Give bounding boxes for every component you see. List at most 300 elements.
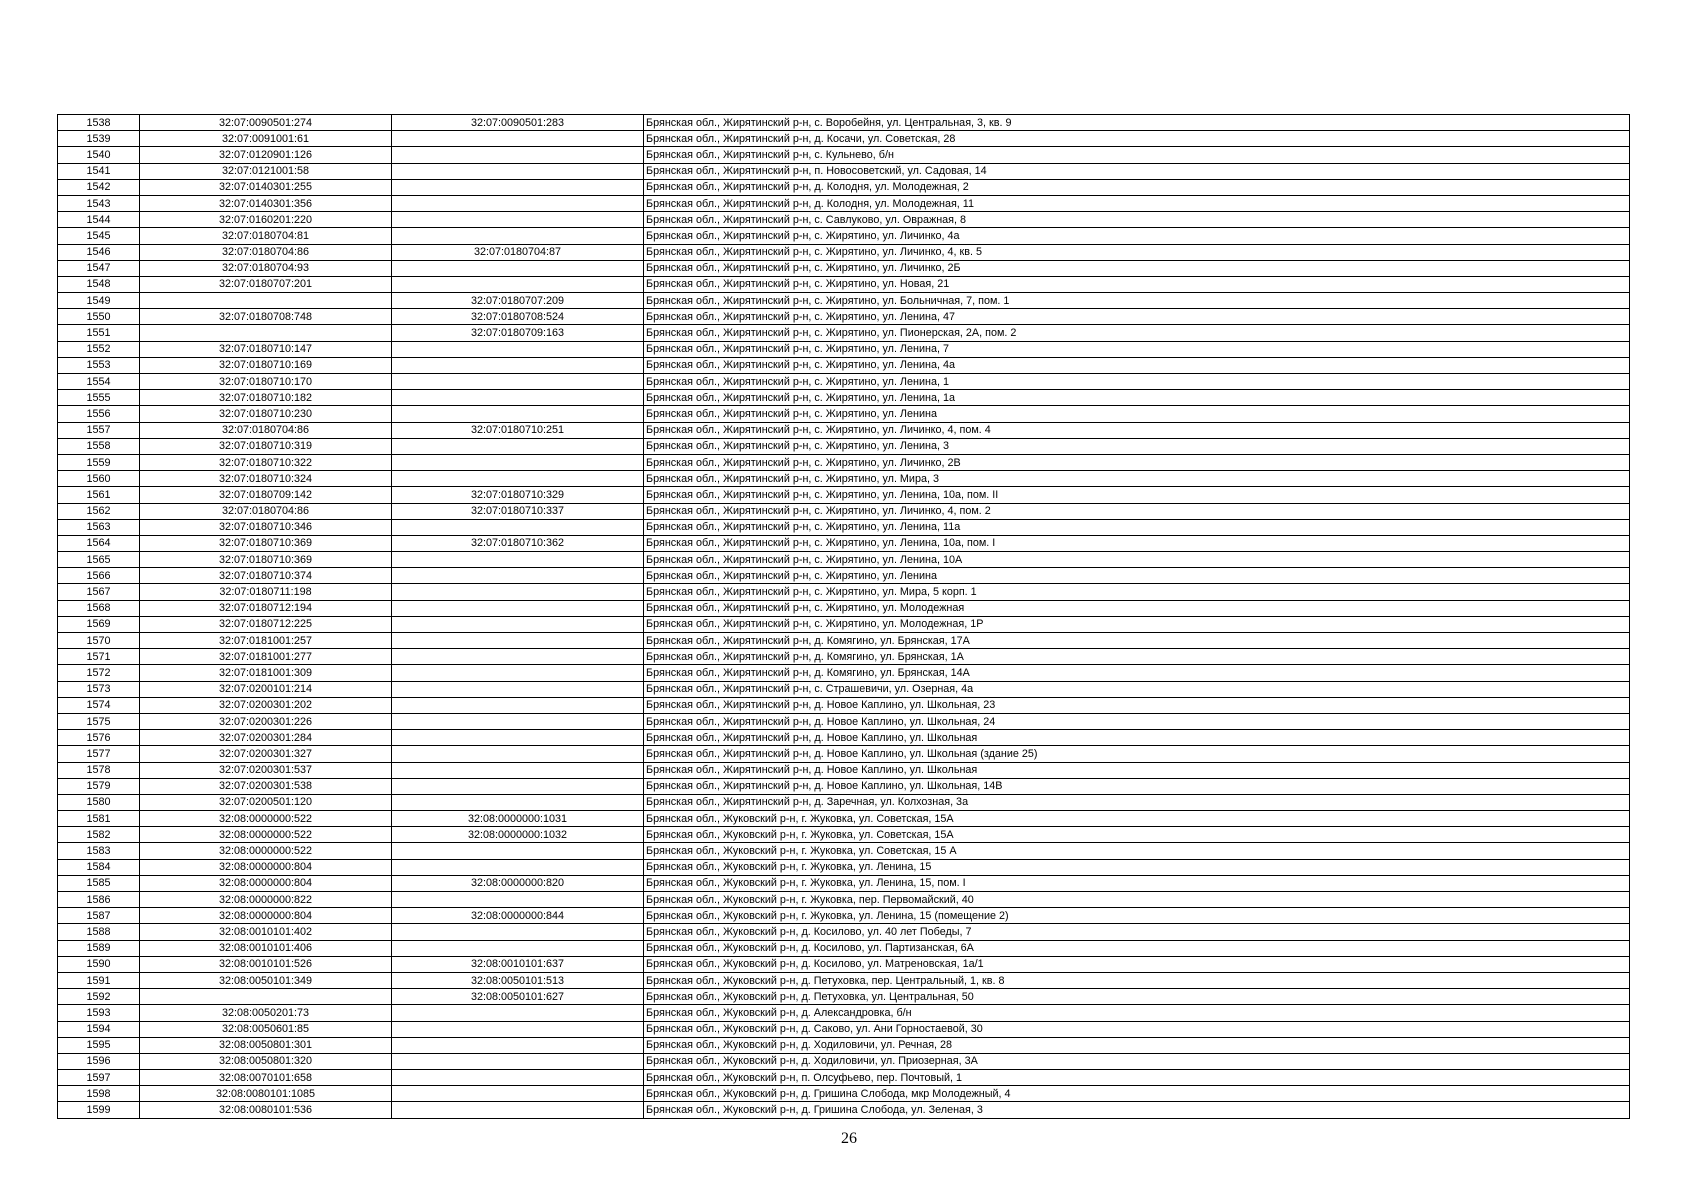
row-number-cell: 1544 xyxy=(58,212,140,228)
address-cell: Брянская обл., Жирятинский р-н, с. Жирятино, ул. Ленина, 4а xyxy=(644,357,1630,373)
cadastral-number-cell: 32:07:0120901:126 xyxy=(140,147,392,163)
table-row xyxy=(58,794,1630,810)
row-number-cell: 1553 xyxy=(58,357,140,373)
cadastral-number-cell: 32:07:0180710:369 xyxy=(140,535,392,551)
row-number-cell: 1575 xyxy=(58,713,140,729)
row-number-cell: 1558 xyxy=(58,438,140,454)
table-row xyxy=(58,454,1630,470)
cadastral-number-cell: 32:07:0180704:81 xyxy=(140,228,392,244)
related-cadastral-number-cell xyxy=(392,843,644,859)
table-row xyxy=(58,228,1630,244)
row-number-cell: 1573 xyxy=(58,681,140,697)
related-cadastral-number-cell: 32:08:0000000:1031 xyxy=(392,811,644,827)
row-number-cell: 1555 xyxy=(58,390,140,406)
related-cadastral-number-cell xyxy=(392,374,644,390)
table-row xyxy=(58,827,1630,843)
related-cadastral-number-cell xyxy=(392,1037,644,1053)
address-cell: Брянская обл., Жирятинский р-н, д. Комягино, ул. Брянская, 1А xyxy=(644,649,1630,665)
table-row xyxy=(58,519,1630,535)
cadastral-number-cell: 32:07:0200301:284 xyxy=(140,730,392,746)
related-cadastral-number-cell xyxy=(392,633,644,649)
row-number-cell: 1593 xyxy=(58,1005,140,1021)
related-cadastral-number-cell xyxy=(392,730,644,746)
table-row xyxy=(58,568,1630,584)
related-cadastral-number-cell xyxy=(392,471,644,487)
address-cell: Брянская обл., Жирятинский р-н, д. Комягино, ул. Брянская, 14А xyxy=(644,665,1630,681)
related-cadastral-number-cell xyxy=(392,454,644,470)
address-cell: Брянская обл., Жирятинский р-н, д. Новое Каплино, ул. Школьная xyxy=(644,762,1630,778)
related-cadastral-number-cell xyxy=(392,1021,644,1037)
cadastral-number-cell xyxy=(140,325,392,341)
table-row xyxy=(58,276,1630,292)
table-row xyxy=(58,195,1630,211)
cadastral-number-cell: 32:08:0010101:406 xyxy=(140,940,392,956)
address-cell: Брянская обл., Жирятинский р-н, д. Новое Каплино, ул. Школьная, 14В xyxy=(644,778,1630,794)
table-row xyxy=(58,811,1630,827)
address-cell: Брянская обл., Жирятинский р-н, с. Жирятино, ул. Ленина, 10а, пом. II xyxy=(644,487,1630,503)
address-cell: Брянская обл., Жирятинский р-н, с. Жирятино, ул. Ленина, 11а xyxy=(644,519,1630,535)
related-cadastral-number-cell: 32:08:0000000:820 xyxy=(392,875,644,891)
cadastral-number-cell: 32:07:0140301:255 xyxy=(140,179,392,195)
table-row xyxy=(58,633,1630,649)
address-cell: Брянская обл., Жирятинский р-н, с. Жирятино, ул. Ленина, 7 xyxy=(644,341,1630,357)
row-number-cell: 1547 xyxy=(58,260,140,276)
table-row xyxy=(58,1086,1630,1102)
row-number-cell: 1563 xyxy=(58,519,140,535)
table-row xyxy=(58,374,1630,390)
table-row xyxy=(58,584,1630,600)
table-row xyxy=(58,875,1630,891)
table-row xyxy=(58,843,1630,859)
address-cell: Брянская обл., Жуковский р-н, д. Гришина Слобода, ул. Зеленая, 3 xyxy=(644,1102,1630,1118)
related-cadastral-number-cell xyxy=(392,341,644,357)
related-cadastral-number-cell xyxy=(392,1053,644,1069)
related-cadastral-number-cell xyxy=(392,713,644,729)
table-row xyxy=(58,649,1630,665)
table-row xyxy=(58,908,1630,924)
address-cell: Брянская обл., Жуковский р-н, д. Ходиловичи, ул. Речная, 28 xyxy=(644,1037,1630,1053)
address-cell: Брянская обл., Жирятинский р-н, с. Жирятино, ул. Молодежная xyxy=(644,600,1630,616)
row-number-cell: 1552 xyxy=(58,341,140,357)
related-cadastral-number-cell xyxy=(392,892,644,908)
address-cell: Брянская обл., Жирятинский р-н, д. Косачи, ул. Советская, 28 xyxy=(644,131,1630,147)
related-cadastral-number-cell xyxy=(392,794,644,810)
row-number-cell: 1597 xyxy=(58,1070,140,1086)
row-number-cell: 1561 xyxy=(58,487,140,503)
table-row xyxy=(58,730,1630,746)
row-number-cell: 1545 xyxy=(58,228,140,244)
cadastral-number-cell: 32:07:0091001:61 xyxy=(140,131,392,147)
table-row xyxy=(58,956,1630,972)
cadastral-number-cell: 32:07:0140301:356 xyxy=(140,195,392,211)
cadastral-number-cell: 32:07:0181001:277 xyxy=(140,649,392,665)
address-cell: Брянская обл., Жирятинский р-н, с. Жирятино, ул. Мира, 5 корп. 1 xyxy=(644,584,1630,600)
related-cadastral-number-cell xyxy=(392,600,644,616)
cadastral-number-cell: 32:08:0000000:522 xyxy=(140,843,392,859)
row-number-cell: 1595 xyxy=(58,1037,140,1053)
related-cadastral-number-cell xyxy=(392,195,644,211)
row-number-cell: 1548 xyxy=(58,276,140,292)
related-cadastral-number-cell xyxy=(392,584,644,600)
row-number-cell: 1585 xyxy=(58,875,140,891)
row-number-cell: 1542 xyxy=(58,179,140,195)
row-number-cell: 1594 xyxy=(58,1021,140,1037)
row-number-cell: 1566 xyxy=(58,568,140,584)
cadastral-number-cell: 32:07:0180710:169 xyxy=(140,357,392,373)
address-cell: Брянская обл., Жирятинский р-н, с. Савлуково, ул. Овражная, 8 xyxy=(644,212,1630,228)
row-number-cell: 1582 xyxy=(58,827,140,843)
row-number-cell: 1599 xyxy=(58,1102,140,1118)
table-row xyxy=(58,697,1630,713)
cadastral-number-cell: 32:08:0000000:804 xyxy=(140,859,392,875)
table-row xyxy=(58,616,1630,632)
address-cell: Брянская обл., Жуковский р-н, д. Александровка, б/н xyxy=(644,1005,1630,1021)
table-row xyxy=(58,892,1630,908)
cadastral-number-cell: 32:08:0050801:320 xyxy=(140,1053,392,1069)
row-number-cell: 1578 xyxy=(58,762,140,778)
table-row xyxy=(58,325,1630,341)
address-cell: Брянская обл., Жирятинский р-н, д. Новое Каплино, ул. Школьная, 24 xyxy=(644,713,1630,729)
row-number-cell: 1587 xyxy=(58,908,140,924)
address-cell: Брянская обл., Жуковский р-н, г. Жуковка, ул. Советская, 15А xyxy=(644,827,1630,843)
cadastral-number-cell: 32:07:0180704:93 xyxy=(140,260,392,276)
page-number: 26 xyxy=(841,1130,857,1147)
row-number-cell: 1584 xyxy=(58,859,140,875)
related-cadastral-number-cell xyxy=(392,649,644,665)
related-cadastral-number-cell xyxy=(392,406,644,422)
related-cadastral-number-cell xyxy=(392,131,644,147)
cadastral-number-cell: 32:08:0080101:1085 xyxy=(140,1086,392,1102)
related-cadastral-number-cell xyxy=(392,940,644,956)
table-row xyxy=(58,665,1630,681)
row-number-cell: 1571 xyxy=(58,649,140,665)
cadastral-number-cell: 32:07:0200301:327 xyxy=(140,746,392,762)
cadastral-number-cell: 32:07:0180710:324 xyxy=(140,471,392,487)
address-cell: Брянская обл., Жуковский р-н, д. Гришина Слобода, мкр Молодежный, 4 xyxy=(644,1086,1630,1102)
related-cadastral-number-cell xyxy=(392,519,644,535)
row-number-cell: 1592 xyxy=(58,989,140,1005)
related-cadastral-number-cell: 32:08:0050101:513 xyxy=(392,972,644,988)
row-number-cell: 1557 xyxy=(58,422,140,438)
address-cell: Брянская обл., Жирятинский р-н, с. Жирятино, ул. Личинко, 4, пом. 4 xyxy=(644,422,1630,438)
address-cell: Брянская обл., Жирятинский р-н, с. Жирятино, ул. Ленина xyxy=(644,568,1630,584)
row-number-cell: 1570 xyxy=(58,633,140,649)
related-cadastral-number-cell xyxy=(392,665,644,681)
address-cell: Брянская обл., Жуковский р-н, г. Жуковка, ул. Ленина, 15 xyxy=(644,859,1630,875)
cadastral-number-cell: 32:07:0200301:202 xyxy=(140,697,392,713)
related-cadastral-number-cell: 32:07:0180710:329 xyxy=(392,487,644,503)
row-number-cell: 1560 xyxy=(58,471,140,487)
table-row xyxy=(58,1021,1630,1037)
address-cell: Брянская обл., Жирятинский р-н, с. Жирятино, ул. Личинко, 4, кв. 5 xyxy=(644,244,1630,260)
cadastral-number-cell: 32:07:0180708:748 xyxy=(140,309,392,325)
cadastral-number-cell: 32:08:0000000:804 xyxy=(140,908,392,924)
address-cell: Брянская обл., Жирятинский р-н, с. Жирятино, ул. Ленина, 1 xyxy=(644,374,1630,390)
address-cell: Брянская обл., Жирятинский р-н, с. Жирятино, ул. Молодежная, 1Р xyxy=(644,616,1630,632)
table-row xyxy=(58,179,1630,195)
related-cadastral-number-cell: 32:07:0090501:283 xyxy=(392,115,644,131)
table-row xyxy=(58,762,1630,778)
cadastral-number-cell: 32:07:0180709:142 xyxy=(140,487,392,503)
related-cadastral-number-cell xyxy=(392,1086,644,1102)
related-cadastral-number-cell xyxy=(392,859,644,875)
address-cell: Брянская обл., Жуковский р-н, г. Жуковка, пер. Первомайский, 40 xyxy=(644,892,1630,908)
row-number-cell: 1559 xyxy=(58,454,140,470)
row-number-cell: 1540 xyxy=(58,147,140,163)
related-cadastral-number-cell: 32:08:0000000:844 xyxy=(392,908,644,924)
table-row xyxy=(58,406,1630,422)
cadastral-number-cell: 32:07:0180712:225 xyxy=(140,616,392,632)
cadastral-number-cell: 32:08:0000000:522 xyxy=(140,827,392,843)
cadastral-number-cell xyxy=(140,293,392,309)
table-row xyxy=(58,552,1630,568)
table-row xyxy=(58,293,1630,309)
row-number-cell: 1565 xyxy=(58,552,140,568)
row-number-cell: 1541 xyxy=(58,163,140,179)
address-cell: Брянская обл., Жирятинский р-н, с. Жирятино, ул. Ленина xyxy=(644,406,1630,422)
address-cell: Брянская обл., Жирятинский р-н, д. Колодня, ул. Молодежная, 11 xyxy=(644,195,1630,211)
table-row xyxy=(58,260,1630,276)
table-row xyxy=(58,147,1630,163)
related-cadastral-number-cell xyxy=(392,778,644,794)
cadastral-number-cell: 32:07:0180704:86 xyxy=(140,244,392,260)
table-row xyxy=(58,357,1630,373)
address-cell: Брянская обл., Жирятинский р-н, д. Новое Каплино, ул. Школьная xyxy=(644,730,1630,746)
address-cell: Брянская обл., Жирятинский р-н, с. Жирятино, ул. Новая, 21 xyxy=(644,276,1630,292)
row-number-cell: 1564 xyxy=(58,535,140,551)
row-number-cell: 1538 xyxy=(58,115,140,131)
table-row xyxy=(58,778,1630,794)
cadastral-number-cell: 32:08:0000000:804 xyxy=(140,875,392,891)
related-cadastral-number-cell: 32:08:0050101:627 xyxy=(392,989,644,1005)
address-cell: Брянская обл., Жирятинский р-н, с. Жирятино, ул. Ленина, 10А xyxy=(644,552,1630,568)
cadastral-number-cell: 32:07:0200101:214 xyxy=(140,681,392,697)
table-row xyxy=(58,535,1630,551)
related-cadastral-number-cell xyxy=(392,276,644,292)
table-row xyxy=(58,115,1630,131)
registry-table xyxy=(57,114,1630,1119)
address-cell: Брянская обл., Жирятинский р-н, с. Жирятино, ул. Мира, 3 xyxy=(644,471,1630,487)
row-number-cell: 1579 xyxy=(58,778,140,794)
cadastral-number-cell xyxy=(140,989,392,1005)
row-number-cell: 1596 xyxy=(58,1053,140,1069)
cadastral-number-cell: 32:07:0160201:220 xyxy=(140,212,392,228)
related-cadastral-number-cell xyxy=(392,228,644,244)
cadastral-number-cell: 32:07:0200301:538 xyxy=(140,778,392,794)
cadastral-number-cell: 32:07:0180710:170 xyxy=(140,374,392,390)
cadastral-number-cell: 32:07:0180710:230 xyxy=(140,406,392,422)
cadastral-number-cell: 32:07:0181001:309 xyxy=(140,665,392,681)
related-cadastral-number-cell: 32:07:0180708:524 xyxy=(392,309,644,325)
address-cell: Брянская обл., Жуковский р-н, д. Ходиловичи, ул. Приозерная, 3А xyxy=(644,1053,1630,1069)
cadastral-number-cell: 32:08:0000000:822 xyxy=(140,892,392,908)
address-cell: Брянская обл., Жирятинский р-н, с. Жирятино, ул. Личинко, 4а xyxy=(644,228,1630,244)
cadastral-number-cell: 32:08:0010101:526 xyxy=(140,956,392,972)
row-number-cell: 1568 xyxy=(58,600,140,616)
cadastral-number-cell: 32:08:0010101:402 xyxy=(140,924,392,940)
row-number-cell: 1583 xyxy=(58,843,140,859)
table-row xyxy=(58,1037,1630,1053)
row-number-cell: 1580 xyxy=(58,794,140,810)
related-cadastral-number-cell: 32:07:0180710:362 xyxy=(392,535,644,551)
address-cell: Брянская обл., Жирятинский р-н, с. Страшевичи, ул. Озерная, 4а xyxy=(644,681,1630,697)
address-cell: Брянская обл., Жирятинский р-н, д. Колодня, ул. Молодежная, 2 xyxy=(644,179,1630,195)
related-cadastral-number-cell xyxy=(392,762,644,778)
row-number-cell: 1589 xyxy=(58,940,140,956)
address-cell: Брянская обл., Жирятинский р-н, с. Кульнево, б/н xyxy=(644,147,1630,163)
row-number-cell: 1556 xyxy=(58,406,140,422)
address-cell: Брянская обл., Жуковский р-н, г. Жуковка, ул. Ленина, 15 (помещение 2) xyxy=(644,908,1630,924)
row-number-cell: 1574 xyxy=(58,697,140,713)
table-row xyxy=(58,309,1630,325)
row-number-cell: 1554 xyxy=(58,374,140,390)
related-cadastral-number-cell xyxy=(392,568,644,584)
cadastral-number-cell: 32:07:0200301:226 xyxy=(140,713,392,729)
row-number-cell: 1549 xyxy=(58,293,140,309)
table-row xyxy=(58,503,1630,519)
address-cell: Брянская обл., Жуковский р-н, г. Жуковка, ул. Советская, 15 А xyxy=(644,843,1630,859)
address-cell: Брянская обл., Жирятинский р-н, с. Жирятино, ул. Ленина, 47 xyxy=(644,309,1630,325)
row-number-cell: 1572 xyxy=(58,665,140,681)
table-row xyxy=(58,989,1630,1005)
row-number-cell: 1576 xyxy=(58,730,140,746)
cadastral-number-cell: 32:07:0180711:198 xyxy=(140,584,392,600)
address-cell: Брянская обл., Жуковский р-н, д. Петуховка, пер. Центральный, 1, кв. 8 xyxy=(644,972,1630,988)
related-cadastral-number-cell: 32:07:0180709:163 xyxy=(392,325,644,341)
table-row xyxy=(58,438,1630,454)
cadastral-number-cell: 32:07:0180712:194 xyxy=(140,600,392,616)
cadastral-number-cell: 32:07:0180710:369 xyxy=(140,552,392,568)
table-row xyxy=(58,681,1630,697)
related-cadastral-number-cell xyxy=(392,212,644,228)
related-cadastral-number-cell xyxy=(392,390,644,406)
table-row xyxy=(58,163,1630,179)
table-row xyxy=(58,1102,1630,1118)
cadastral-number-cell: 32:07:0180704:86 xyxy=(140,422,392,438)
address-cell: Брянская обл., Жирятинский р-н, с. Жирятино, ул. Личинко, 4, пом. 2 xyxy=(644,503,1630,519)
address-cell: Брянская обл., Жуковский р-н, д. Петуховка, ул. Центральная, 50 xyxy=(644,989,1630,1005)
related-cadastral-number-cell xyxy=(392,1005,644,1021)
address-cell: Брянская обл., Жирятинский р-н, с. Жирятино, ул. Ленина, 10а, пом. I xyxy=(644,535,1630,551)
address-cell: Брянская обл., Жирятинский р-н, д. Новое Каплино, ул. Школьная (здание 25) xyxy=(644,746,1630,762)
address-cell: Брянская обл., Жуковский р-н, г. Жуковка, ул. Ленина, 15, пом. I xyxy=(644,875,1630,891)
table-row xyxy=(58,212,1630,228)
related-cadastral-number-cell xyxy=(392,438,644,454)
related-cadastral-number-cell xyxy=(392,1070,644,1086)
cadastral-number-cell: 32:07:0180710:374 xyxy=(140,568,392,584)
cadastral-number-cell: 32:08:0000000:522 xyxy=(140,811,392,827)
address-cell: Брянская обл., Жирятинский р-н, с. Воробейня, ул. Центральная, 3, кв. 9 xyxy=(644,115,1630,131)
row-number-cell: 1539 xyxy=(58,131,140,147)
address-cell: Брянская обл., Жирятинский р-н, с. Жирятино, ул. Пионерская, 2А, пом. 2 xyxy=(644,325,1630,341)
address-cell: Брянская обл., Жирятинский р-н, с. Жирятино, ул. Личинко, 2В xyxy=(644,454,1630,470)
table-row xyxy=(58,713,1630,729)
table-row xyxy=(58,341,1630,357)
cadastral-number-cell: 32:07:0180710:346 xyxy=(140,519,392,535)
cadastral-number-cell: 32:08:0050801:301 xyxy=(140,1037,392,1053)
related-cadastral-number-cell xyxy=(392,179,644,195)
address-cell: Брянская обл., Жирятинский р-н, с. Жирятино, ул. Личинко, 2Б xyxy=(644,260,1630,276)
row-number-cell: 1586 xyxy=(58,892,140,908)
related-cadastral-number-cell: 32:07:0180707:209 xyxy=(392,293,644,309)
address-cell: Брянская обл., Жирятинский р-н, д. Новое Каплино, ул. Школьная, 23 xyxy=(644,697,1630,713)
row-number-cell: 1598 xyxy=(58,1086,140,1102)
related-cadastral-number-cell xyxy=(392,616,644,632)
related-cadastral-number-cell xyxy=(392,924,644,940)
cadastral-number-cell: 32:07:0181001:257 xyxy=(140,633,392,649)
cadastral-number-cell: 32:08:0080101:536 xyxy=(140,1102,392,1118)
row-number-cell: 1581 xyxy=(58,811,140,827)
address-cell: Брянская обл., Жуковский р-н, д. Косилово, ул. 40 лет Победы, 7 xyxy=(644,924,1630,940)
row-number-cell: 1588 xyxy=(58,924,140,940)
row-number-cell: 1569 xyxy=(58,616,140,632)
table-row xyxy=(58,746,1630,762)
related-cadastral-number-cell xyxy=(392,163,644,179)
table-row xyxy=(58,1005,1630,1021)
address-cell: Брянская обл., Жирятинский р-н, с. Жирятино, ул. Ленина, 1а xyxy=(644,390,1630,406)
cadastral-number-cell: 32:07:0200501:120 xyxy=(140,794,392,810)
row-number-cell: 1590 xyxy=(58,956,140,972)
cadastral-number-cell: 32:07:0180710:319 xyxy=(140,438,392,454)
row-number-cell: 1550 xyxy=(58,309,140,325)
registry-table-body xyxy=(58,115,1630,1119)
related-cadastral-number-cell xyxy=(392,260,644,276)
related-cadastral-number-cell xyxy=(392,1102,644,1118)
cadastral-number-cell: 32:07:0121001:58 xyxy=(140,163,392,179)
table-row xyxy=(58,940,1630,956)
address-cell: Брянская обл., Жуковский р-н, п. Олсуфьево, пер. Почтовый, 1 xyxy=(644,1070,1630,1086)
table-row xyxy=(58,244,1630,260)
table-row xyxy=(58,600,1630,616)
cadastral-number-cell: 32:07:0200301:537 xyxy=(140,762,392,778)
row-number-cell: 1551 xyxy=(58,325,140,341)
table-row xyxy=(58,422,1630,438)
table-row xyxy=(58,1070,1630,1086)
address-cell: Брянская обл., Жуковский р-н, д. Косилово, ул. Матреновская, 1а/1 xyxy=(644,956,1630,972)
address-cell: Брянская обл., Жирятинский р-н, с. Жирятино, ул. Ленина, 3 xyxy=(644,438,1630,454)
related-cadastral-number-cell: 32:08:0010101:637 xyxy=(392,956,644,972)
table-row xyxy=(58,487,1630,503)
related-cadastral-number-cell: 32:07:0180710:337 xyxy=(392,503,644,519)
related-cadastral-number-cell: 32:07:0180710:251 xyxy=(392,422,644,438)
cadastral-number-cell: 32:08:0050101:349 xyxy=(140,972,392,988)
row-number-cell: 1562 xyxy=(58,503,140,519)
address-cell: Брянская обл., Жирятинский р-н, п. Новосоветский, ул. Садовая, 14 xyxy=(644,163,1630,179)
cadastral-number-cell: 32:07:0180704:86 xyxy=(140,503,392,519)
row-number-cell: 1546 xyxy=(58,244,140,260)
related-cadastral-number-cell xyxy=(392,552,644,568)
cadastral-number-cell: 32:07:0180707:201 xyxy=(140,276,392,292)
cadastral-number-cell: 32:08:0050201:73 xyxy=(140,1005,392,1021)
related-cadastral-number-cell: 32:08:0000000:1032 xyxy=(392,827,644,843)
cadastral-number-cell: 32:07:0180710:147 xyxy=(140,341,392,357)
row-number-cell: 1577 xyxy=(58,746,140,762)
related-cadastral-number-cell xyxy=(392,681,644,697)
address-cell: Брянская обл., Жирятинский р-н, д. Заречная, ул. Колхозная, 3а xyxy=(644,794,1630,810)
related-cadastral-number-cell xyxy=(392,746,644,762)
table-row xyxy=(58,390,1630,406)
table-row xyxy=(58,1053,1630,1069)
table-row xyxy=(58,131,1630,147)
cadastral-number-cell: 32:08:0070101:658 xyxy=(140,1070,392,1086)
related-cadastral-number-cell xyxy=(392,357,644,373)
related-cadastral-number-cell: 32:07:0180704:87 xyxy=(392,244,644,260)
table-row xyxy=(58,471,1630,487)
table-row xyxy=(58,924,1630,940)
cadastral-number-cell: 32:07:0180710:182 xyxy=(140,390,392,406)
address-cell: Брянская обл., Жирятинский р-н, с. Жирятино, ул. Больничная, 7, пом. 1 xyxy=(644,293,1630,309)
address-cell: Брянская обл., Жуковский р-н, г. Жуковка, ул. Советская, 15А xyxy=(644,811,1630,827)
